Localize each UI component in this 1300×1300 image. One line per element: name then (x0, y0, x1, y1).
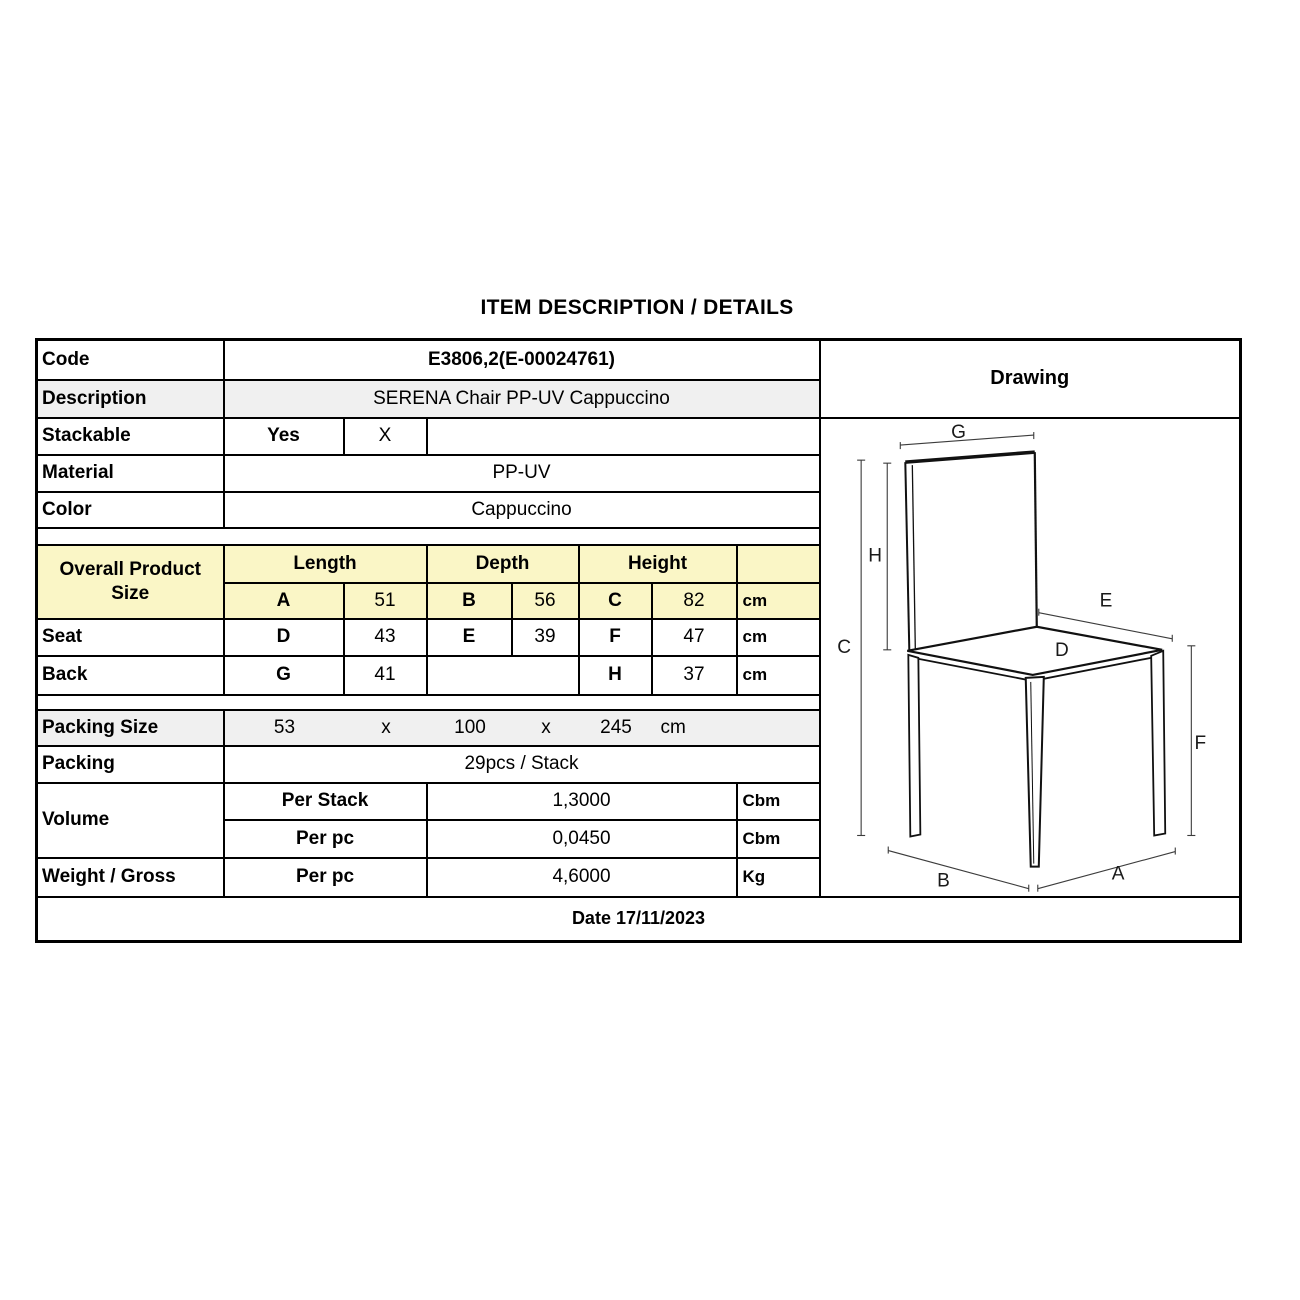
stackable-label: Stackable (37, 418, 224, 455)
packing-size-v1: 53 (273, 716, 296, 738)
drawing-header: Drawing (820, 340, 1241, 418)
seat-key-e: E (427, 619, 512, 656)
color-value: Cappuccino (224, 492, 820, 528)
weight-label: Weight / Gross (37, 858, 224, 897)
overall-size-label: Overall Product Size (37, 545, 224, 619)
seat-label: Seat (37, 619, 224, 656)
chair-outline (905, 452, 1165, 866)
back-unit: cm (737, 656, 820, 695)
packing-size-unit: cm (660, 716, 686, 738)
packing-size-sep2: x (541, 716, 551, 738)
color-label: Color (37, 492, 224, 528)
volume-per-pc-label: Per pc (224, 820, 427, 858)
dim-label-a: A (1111, 863, 1124, 885)
dim-label-c: C (836, 636, 851, 658)
material-value: PP-UV (224, 455, 820, 492)
volume-per-stack-unit: Cbm (737, 783, 820, 820)
stackable-empty-cell (427, 418, 820, 455)
seat-key-f: F (579, 619, 652, 656)
volume-per-pc-value: 0,0450 (427, 820, 737, 858)
header-length: Length (224, 545, 427, 583)
header-unit-empty (737, 545, 820, 583)
seat-val-e: 39 (512, 619, 579, 656)
page-title: ITEM DESCRIPTION / DETAILS (480, 296, 794, 319)
chair-drawing-cell (820, 418, 1241, 897)
packing-size-sep1: x (381, 716, 391, 738)
back-val-h: 37 (652, 656, 737, 695)
packing-label: Packing (37, 746, 224, 783)
weight-per-pc-unit: Kg (737, 858, 820, 897)
overall-unit: cm (737, 583, 820, 619)
seat-key-d: D (224, 619, 344, 656)
spec-table (35, 338, 1242, 943)
header-height: Height (579, 545, 737, 583)
stackable-mark: X (344, 418, 427, 455)
overall-val-a: 51 (344, 583, 427, 619)
code-label: Code (37, 340, 224, 380)
stackable-value: Yes (224, 418, 344, 455)
packing-size-v2: 100 (454, 716, 486, 738)
packing-size-values (224, 710, 820, 746)
overall-val-c: 82 (652, 583, 737, 619)
seat-unit: cm (737, 619, 820, 656)
material-label: Material (37, 455, 224, 492)
header-depth: Depth (427, 545, 579, 583)
back-label: Back (37, 656, 224, 695)
overall-key-a: A (224, 583, 344, 619)
dim-label-b: B (936, 870, 950, 892)
volume-per-pc-unit: Cbm (737, 820, 820, 858)
seat-val-d: 43 (344, 619, 427, 656)
volume-label: Volume (37, 783, 224, 858)
packing-value: 29pcs / Stack (224, 746, 820, 783)
packing-size-label: Packing Size (37, 710, 224, 746)
back-key-g: G (224, 656, 344, 695)
spacer-row (37, 695, 820, 710)
spacer-row (37, 528, 820, 545)
dim-label-d: D (1054, 639, 1069, 661)
chair-drawing (821, 419, 1240, 896)
overall-key-b: B (427, 583, 512, 619)
packing-size-v3: 245 (600, 716, 632, 738)
dim-label-f: F (1194, 732, 1206, 754)
overall-val-b: 56 (512, 583, 579, 619)
weight-per-pc-value: 4,6000 (427, 858, 737, 897)
overall-key-c: C (579, 583, 652, 619)
dim-label-g: G (950, 421, 966, 443)
dim-label-h: H (867, 545, 882, 567)
description-label: Description (37, 380, 224, 418)
description-value: SERENA Chair PP-UV Cappuccino (224, 380, 820, 418)
weight-per-pc-label: Per pc (224, 858, 427, 897)
volume-per-stack-label: Per Stack (224, 783, 427, 820)
date-row: Date 17/11/2023 (37, 897, 1241, 942)
back-val-g: 41 (344, 656, 427, 695)
seat-val-f: 47 (652, 619, 737, 656)
dim-label-e: E (1099, 590, 1112, 612)
code-value: E3806,2(E-00024761) (224, 340, 820, 380)
volume-per-stack-value: 1,3000 (427, 783, 737, 820)
back-depth-empty (427, 656, 579, 695)
back-key-h: H (579, 656, 652, 695)
